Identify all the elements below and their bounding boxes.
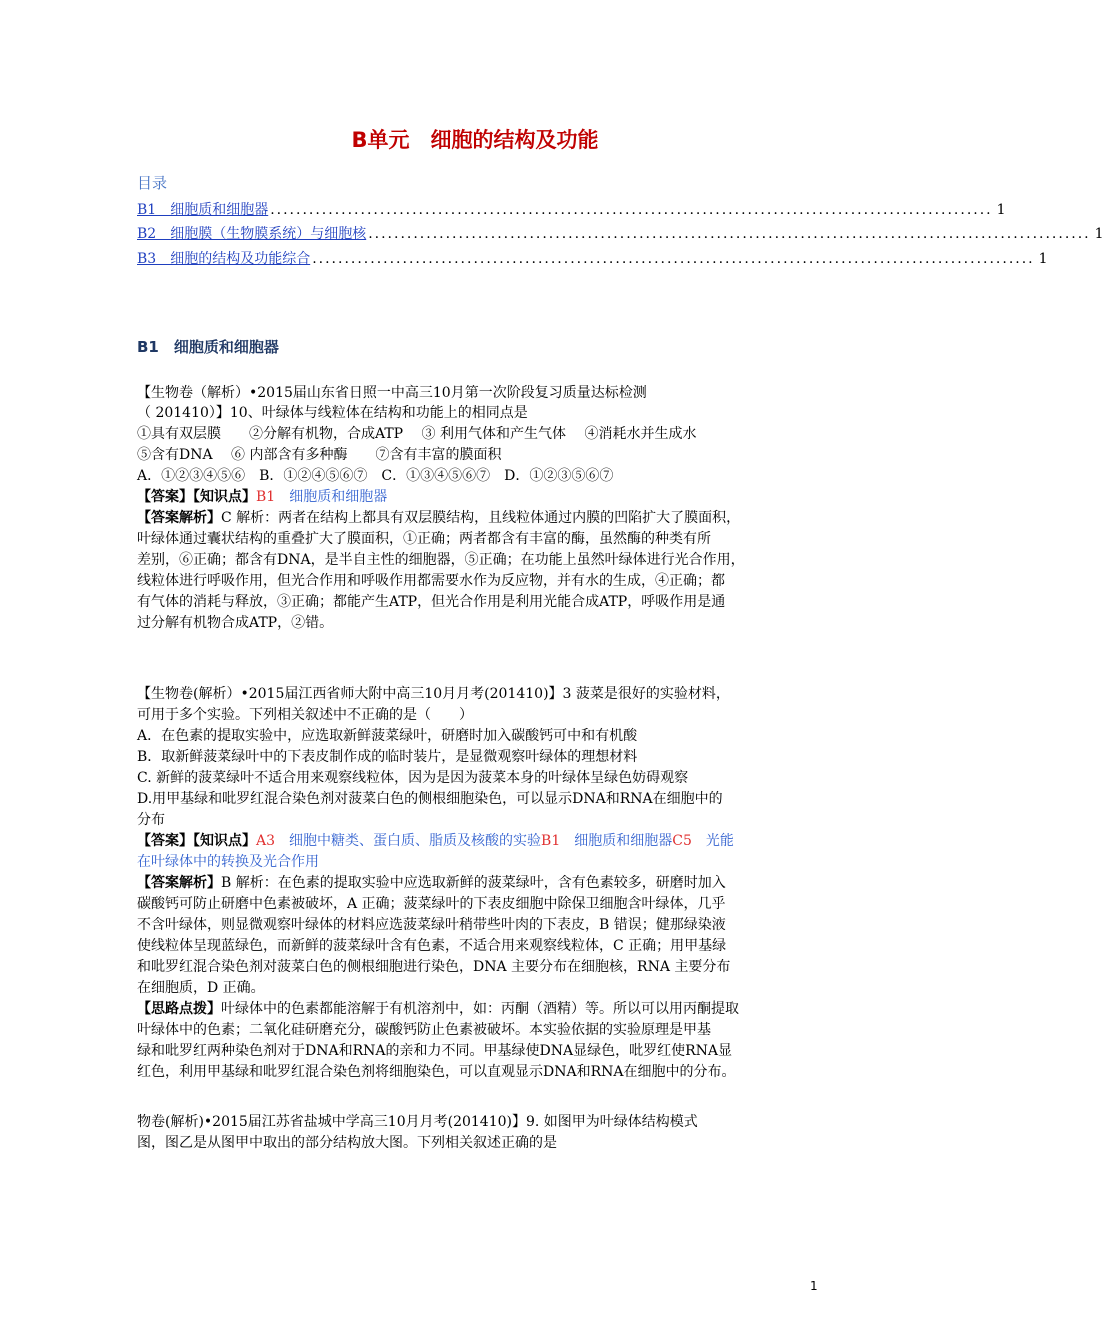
page-number: 1 <box>810 1279 818 1293</box>
toc-heading: 目录 <box>137 174 168 192</box>
knowledge-name: 细胞中糖类、蛋白质、脂质及核酸的实验 <box>275 833 542 849</box>
question-source: 【生物卷（解析）•2015届山东省日照一中高三10月第一次阶段复习质量达标检测 <box>137 385 647 401</box>
toc-leader: ................................................................................................................ <box>312 251 1035 267</box>
toc-entry[interactable] <box>137 248 1048 268</box>
toc-page: 1 <box>996 202 1006 218</box>
knowledge-code: B1 <box>256 489 276 505</box>
knowledge-code: A3 <box>256 833 276 849</box>
knowledge-code: B1 <box>541 833 561 849</box>
question-options: A．①②③④⑤⑥ B．①②④⑤⑥⑦ C．①③④⑤⑥⑦ D．①②③⑤⑥⑦ <box>137 468 614 484</box>
source-text: 【生物卷(解析）•2015届江西省师大附中高三10月月考(201410)】 <box>137 686 563 702</box>
explanation-label: 【答案解析】 <box>137 510 221 526</box>
question-stem: 可用于多个实验。下列相关叙述中不正确的是（ ） <box>137 707 473 723</box>
tip-line <box>137 999 739 1019</box>
question-item: ⑤含有DNA ⑥ 内部含有多种酶 ⑦含有丰富的膜面积 <box>137 447 502 463</box>
section-heading: B1 细胞质和细胞器 <box>137 338 279 356</box>
explanation-text: 使线粒体呈现蓝绿色，而新鲜的菠菜绿叶含有色素，不适合用来观察线粒体，C 正确；用甲基绿 <box>137 938 727 954</box>
toc-link[interactable]: B3 细胞的结构及功能综合 <box>137 251 311 267</box>
tip-text: 红色，利用甲基绿和吡罗红混合染色剂将细胞染色，可以直观显示DNA和RNA在细胞中的分布。 <box>137 1064 736 1080</box>
knowledge-name: 在叶绿体中的转换及光合作用 <box>137 854 319 870</box>
question-stem: 图，图乙是从图甲中取出的部分结构放大图。下列相关叙述正确的是 <box>137 1135 557 1151</box>
explanation-line <box>137 508 740 528</box>
option-c: C. 新鲜的菠菜绿叶不适合用来观察线粒体，因为是因为菠菜本身的叶绿体呈绿色妨碍观察 <box>137 770 689 786</box>
explanation-text: 碳酸钙可防止研磨中色素被破坏，A 正确；菠菜绿叶的下表皮细胞中除保卫细胞含叶绿体，几乎 <box>137 896 726 912</box>
explanation-text: 线粒体进行呼吸作用，但光合作用和呼吸作用都需要水作为反应物，并有水的生成，④正确；都 <box>137 573 725 589</box>
tip-text: 绿和吡罗红两种染色剂对于DNA和RNA的亲和力不同。甲基绿使DNA显绿色，吡罗红使RNA显 <box>137 1043 732 1059</box>
page-title: B单元 细胞的结构及功能 <box>351 128 599 152</box>
option-a: A．在色素的提取实验中，应选取新鲜菠菜绿叶，研磨时加入碳酸钙可中和有机酸 <box>137 728 638 744</box>
question-source <box>137 684 730 704</box>
explanation-text: 和吡罗红混合染色剂对菠菜白色的侧根细胞进行染色，DNA 主要分布在细胞核，RNA 主要分布 <box>137 959 731 975</box>
question-stem: 3 菠菜是很好的实验材料， <box>562 686 730 702</box>
explanation-line <box>137 873 726 893</box>
knowledge-name: 光能 <box>691 833 734 849</box>
explanation-text: 差别，⑥正确；都含有DNA，是半自主性的细胞器，⑤正确；在功能上虽然叶绿体进行光合作用， <box>137 552 745 568</box>
toc-page: 1 <box>1038 251 1048 267</box>
question-stem: （ 201410）】10、叶绿体与线粒体在结构和功能上的相同点是 <box>137 405 528 421</box>
toc-entry[interactable] <box>137 199 1006 219</box>
tip-label: 【思路点拨】 <box>137 1001 221 1017</box>
explanation-text: 叶绿体通过囊状结构的重叠扩大了膜面积，①正确；两者都含有丰富的酶，虽然酶的种类有所 <box>137 531 711 547</box>
option-d: D.用甲基绿和吡罗红混合染色剂对菠菜白色的侧根细胞染色，可以显示DNA和RNA在细胞中的 <box>137 791 723 807</box>
explanation-text: 不含叶绿体，则显微观察叶绿体的材料应选菠菜绿叶稍带些叶肉的下表皮，B 错误；健那绿染液 <box>137 917 726 933</box>
toc-leader: ................................................................................................................ <box>270 202 993 218</box>
toc-link[interactable]: B1 细胞质和细胞器 <box>137 202 269 218</box>
answer-label: 【答案】【知识点】 <box>137 833 256 849</box>
tip-text: 叶绿体中的色素都能溶解于有机溶剂中，如：丙酮（酒精）等。所以可以用丙酮提取 <box>221 1001 739 1017</box>
answer-label: 【答案】【知识点】 <box>137 489 256 505</box>
knowledge-name: 细胞质和细胞器 <box>560 833 673 849</box>
toc-leader: ................................................................................................................ <box>368 226 1091 242</box>
toc-entry[interactable] <box>137 223 1104 243</box>
explanation-text: B 解析：在色素的提取实验中应选取新鲜的菠菜绿叶，含有色素较多，研磨时加入 <box>221 875 726 891</box>
explanation-text: C 解析：两者在结构上都具有双层膜结构，且线粒体通过内膜的凹陷扩大了膜面积， <box>221 510 741 526</box>
knowledge-name: 细胞质和细胞器 <box>275 489 388 505</box>
explanation-text: 在细胞质，D 正确。 <box>137 980 265 996</box>
tip-text: 叶绿体中的色素；二氧化硅研磨充分，碳酸钙防止色素被破坏。本实验依据的实验原理是甲基 <box>137 1022 711 1038</box>
option-d: 分布 <box>137 812 165 828</box>
knowledge-code: C5 <box>672 833 692 849</box>
explanation-text: 过分解有机物合成ATP，②错。 <box>137 615 334 631</box>
toc-link[interactable]: B2 细胞膜（生物膜系统）与细胞核 <box>137 226 367 242</box>
toc-page: 1 <box>1094 226 1104 242</box>
question-item: ①具有双层膜 ②分解有机物，合成ATP ③ 利用气体和产生气体 ④消耗水并生成水 <box>137 426 697 442</box>
explanation-label: 【答案解析】 <box>137 875 221 891</box>
question-source: 物卷(解析)•2015届江苏省盐城中学高三10月月考(201410)】9. 如图甲为叶绿体结构模式 <box>137 1114 698 1130</box>
option-b: B．取新鲜菠菜绿叶中的下表皮制作成的临时装片，是显微观察叶绿体的理想材料 <box>137 749 638 765</box>
answer-line <box>137 831 734 851</box>
explanation-text: 有气体的消耗与释放，③正确；都能产生ATP，但光合作用是利用光能合成ATP，呼吸作用是通 <box>137 594 726 610</box>
answer-line <box>137 487 387 507</box>
